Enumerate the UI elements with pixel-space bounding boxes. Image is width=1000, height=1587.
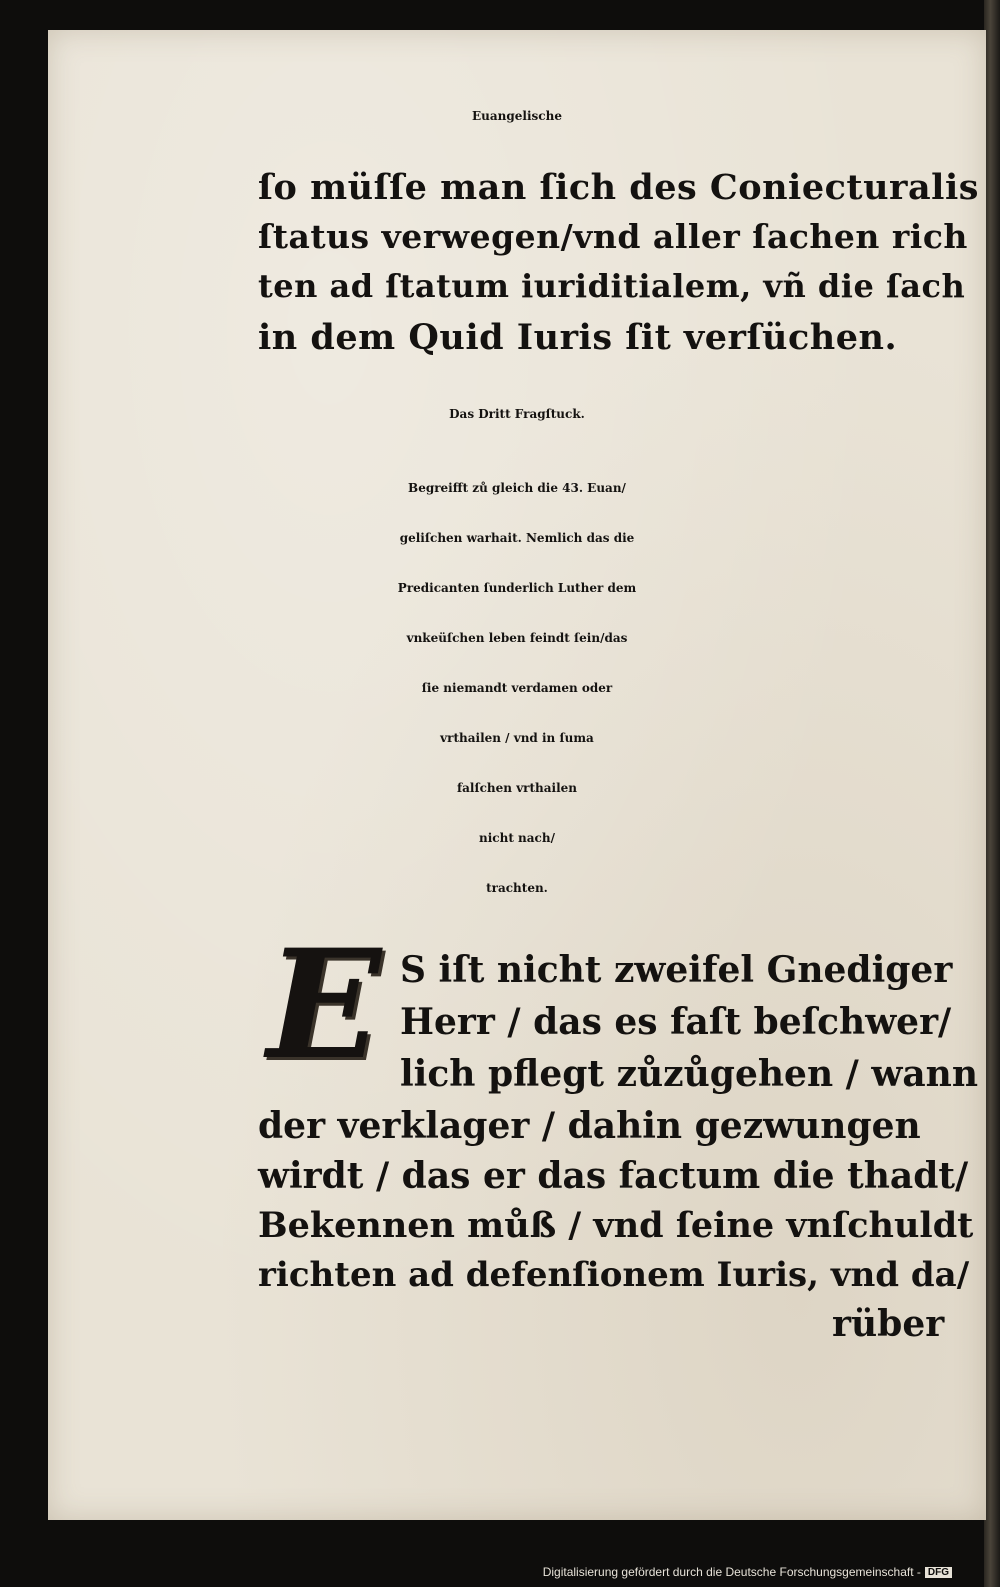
digitization-credit [543,1565,952,1579]
text-line: ſtatus verwegen/vnd aller ſachen rich [258,217,968,256]
section-title: Das Dritt Fragſtuck. [449,407,585,421]
text-line: ſo müſſe man ſich des Coniecturalis [258,167,979,208]
book-edge [984,0,1000,1587]
subtitle-line: falſchen vrthailen [456,781,578,795]
subtitle-line: geliſchen warhait. Nemlich das die [399,531,635,545]
subtitle-line: Predicanten ſunderlich Luther dem [397,581,637,595]
decorated-initial: E [266,917,382,1093]
text-line: ten ad ſtatum iuriditialem, vñ die ſach [258,267,966,305]
body-line: wirdt / das er das factum die thadt/ [258,1155,969,1197]
body-line: Bekennen můß / vnd ſeine vnſchuldt [258,1205,974,1246]
dfg-logo: DFG [925,1567,952,1578]
body-line: Herr / das es faſt beſchwer/ [400,1001,952,1043]
subtitle-line: trachten. [486,881,548,895]
book-page [48,30,986,1520]
catchword: rüber [832,1303,945,1345]
body-line: S iſt nicht zweifel Gnediger [400,949,953,991]
credit-text: Digitalisierung gefördert durch die Deutsche Forschungsgemeinschaft - [542,1565,921,1579]
subtitle-line: nicht nach/ [479,831,555,845]
subtitle-line: vrthailen / vnd in ſuma [440,731,594,745]
body-line: lich pflegt zůzůgehen / wann [400,1053,979,1095]
body-line: richten ad defenſionem Iuris, vnd da/ [258,1255,970,1295]
subtitle-line: vnkeüſchen leben feindt ſein/das [406,631,628,645]
text-line: in dem Quid Iuris ſit verſüchen. [258,317,898,358]
subtitle-line: Begreifft zů gleich die 43. Euan/ [408,481,626,495]
body-line: der verklager / dahin gezwungen [258,1105,921,1147]
running-header: Euangelische [472,109,562,123]
subtitle-line: ſie niemandt verdamen oder [421,681,613,695]
